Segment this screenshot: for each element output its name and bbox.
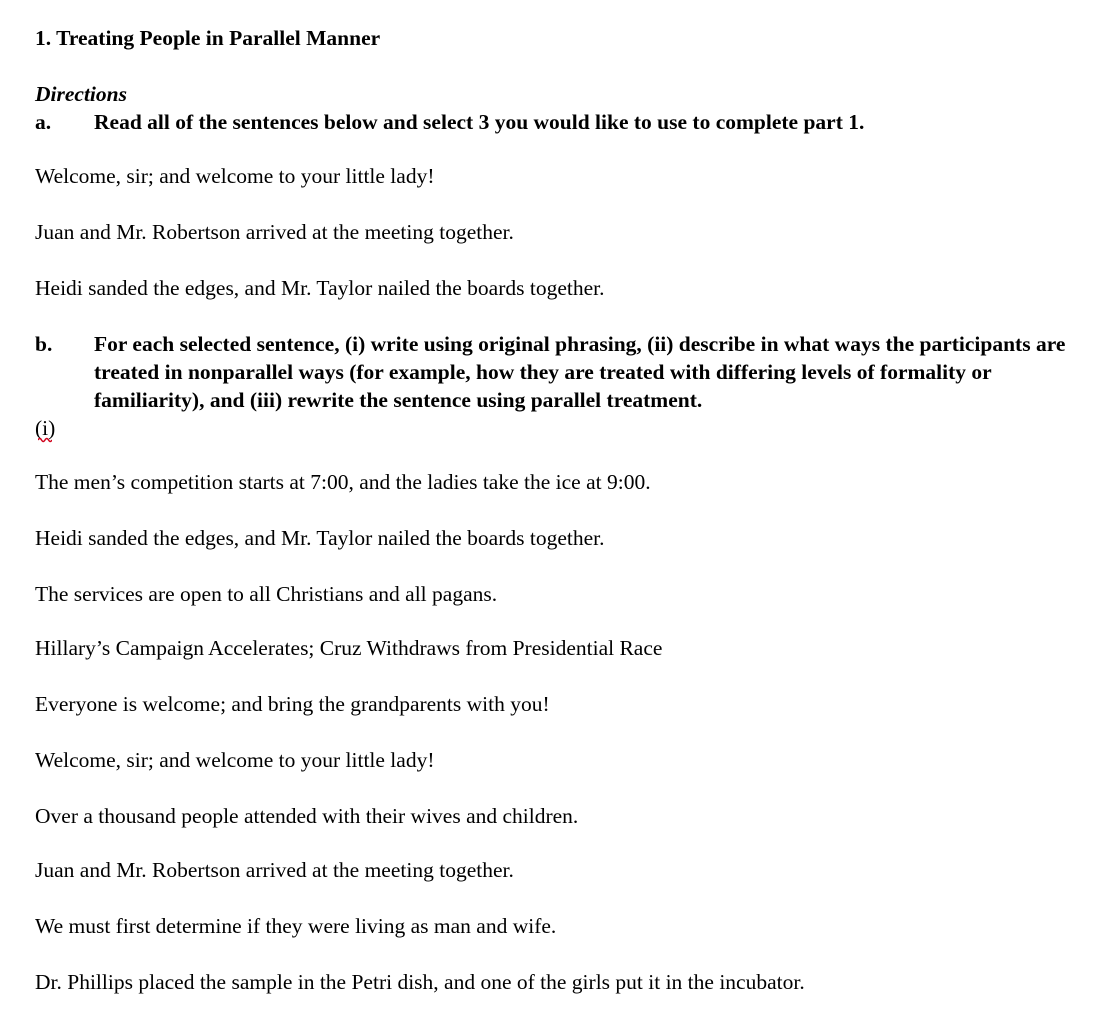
sentence-list-item-9: We must first determine if they were living as man and wife. xyxy=(35,914,557,938)
sentence-list-item-3: The services are open to all Christians and all pagans. xyxy=(35,582,498,606)
direction-marker-a: a. xyxy=(35,110,52,134)
selected-sentence-2: Juan and Mr. Robertson arrived at the meeting together. xyxy=(35,220,514,244)
direction-marker-b: b. xyxy=(35,332,53,356)
section-title: 1. Treating People in Parallel Manner xyxy=(35,26,381,50)
direction-text-b: For each selected sentence, (i) write using original phrasing, (ii) describe in what ways the participants are treated in nonparallel ways (for example, how they are treated with differing levels of formality or familiarity), and (iii) rewrite the sentence using parallel treatment. xyxy=(94,332,1066,412)
selected-sentence-3: Heidi sanded the edges, and Mr. Taylor nailed the boards together. xyxy=(35,276,605,300)
sentence-list-item-6: Welcome, sir; and welcome to your little lady! xyxy=(35,748,435,772)
direction-item-b xyxy=(35,330,1075,414)
sentence-list-item-8: Juan and Mr. Robertson arrived at the meeting together. xyxy=(35,858,514,882)
sentence-list-item-2: Heidi sanded the edges, and Mr. Taylor nailed the boards together. xyxy=(35,526,605,550)
roman-numeral-marker: (i) xyxy=(35,416,56,440)
direction-text-a: Read all of the sentences below and select 3 you would like to use to complete part 1. xyxy=(94,110,865,134)
selected-sentence-1: Welcome, sir; and welcome to your little lady! xyxy=(35,164,435,188)
sentence-list-item-5: Everyone is welcome; and bring the grandparents with you! xyxy=(35,692,550,716)
sentence-list-item-4: Hillary’s Campaign Accelerates; Cruz Withdraws from Presidential Race xyxy=(35,636,663,660)
sentence-list-item-7: Over a thousand people attended with their wives and children. xyxy=(35,804,579,828)
direction-item-a xyxy=(35,108,1035,136)
sentence-list-item-10: Dr. Phillips placed the sample in the Petri dish, and one of the girls put it in the incubator. xyxy=(35,970,805,994)
sentence-list-item-1: The men’s competition starts at 7:00, and the ladies take the ice at 9:00. xyxy=(35,470,651,494)
spellcheck-underline xyxy=(38,437,52,443)
directions-heading: Directions xyxy=(35,82,127,106)
